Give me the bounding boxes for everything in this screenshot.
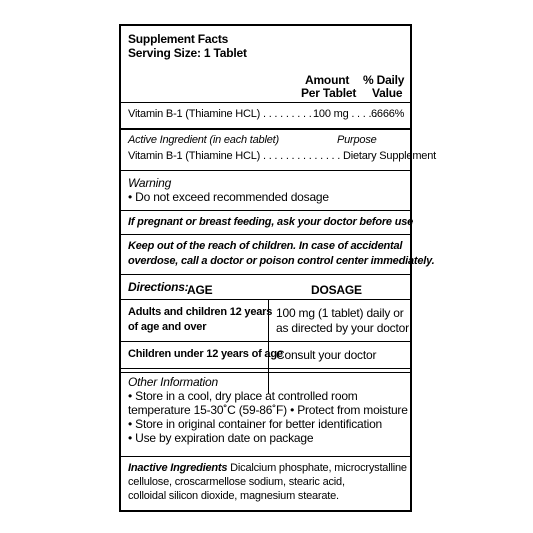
warning-section xyxy=(121,170,410,210)
age-row-2: Children under 12 years of age xyxy=(128,348,283,360)
other-info-title: Other Information xyxy=(128,375,218,389)
dose-row-1-line-2: as directed by your doctor xyxy=(276,321,409,335)
amount-header-sub: Per Tablet xyxy=(301,86,357,100)
row-dv: 6666% xyxy=(371,108,405,120)
facts-title: Supplement Facts xyxy=(128,32,229,46)
facts-section xyxy=(121,26,410,102)
active-line: Vitamin B-1 (Thiamine HCL) . . . . . . . . . . . . . . Dietary Supplement xyxy=(128,150,436,162)
purpose-header: Purpose xyxy=(337,134,377,146)
warning-item: • Do not exceed recommended dosage xyxy=(128,190,329,204)
directions-label: Directions: xyxy=(128,280,189,294)
inactive-line-1 xyxy=(128,462,407,475)
inactive-line-1-text: Dicalcium phosphate, microcrystalline xyxy=(227,462,407,474)
other-info-item-3: • Store in original container for better identification xyxy=(128,417,383,431)
other-info-item-2: temperature 15-30˚C (59-86˚F) • Protect from moisture xyxy=(128,403,408,417)
directions-row-rule-2 xyxy=(121,368,410,369)
pregnant-section xyxy=(121,210,414,234)
dose-row-1-line-1: 100 mg (1 tablet) daily or xyxy=(276,306,404,320)
supplement-facts-label xyxy=(119,24,436,512)
age-row-1-line-2: of age and over xyxy=(128,321,207,333)
warning-title: Warning xyxy=(128,176,172,190)
pregnant-text: If pregnant or breast feeding, ask your doctor before use xyxy=(128,216,414,228)
active-section xyxy=(121,128,436,170)
age-header: AGE xyxy=(187,283,213,297)
inactive-line-2: cellulose, croscarmellose sodium, stearic acid, xyxy=(128,476,345,488)
row-amount: 100 mg . . . . . xyxy=(313,108,378,120)
keep-out-section xyxy=(121,234,435,274)
directions-row-rule-1 xyxy=(121,341,410,342)
age-row-1-line-1: Adults and children 12 years xyxy=(128,306,273,318)
inactive-title: Inactive Ingredients xyxy=(128,462,228,474)
directions-header-rule xyxy=(121,299,410,300)
keep-out-line-1: Keep out of the reach of children. In case of accidental xyxy=(128,240,403,252)
serving-size: Serving Size: 1 Tablet xyxy=(128,46,247,60)
keep-out-line-2: overdose, call a doctor or poison control center immediately. xyxy=(128,255,435,267)
other-info-item-1: • Store in a cool, dry place at controlled room xyxy=(128,389,358,403)
inactive-section xyxy=(121,456,410,512)
inactive-line-3: colloidal silicon dioxide, magnesium stearate. xyxy=(128,490,339,502)
row-label: Vitamin B-1 (Thiamine HCL) . . . . . . . . . xyxy=(128,108,312,120)
other-info-item-4: • Use by expiration date on package xyxy=(128,431,314,445)
other-info-section xyxy=(121,372,410,458)
dv-header: % Daily xyxy=(363,73,405,87)
dose-row-2: Consult your doctor xyxy=(276,348,377,362)
active-header: Active Ingredient (in each tablet) xyxy=(128,134,279,146)
dosage-header: DOSAGE xyxy=(311,283,362,297)
facts-row xyxy=(121,102,410,126)
amount-header: Amount xyxy=(305,73,350,87)
dv-header-sub: Value xyxy=(372,86,403,100)
